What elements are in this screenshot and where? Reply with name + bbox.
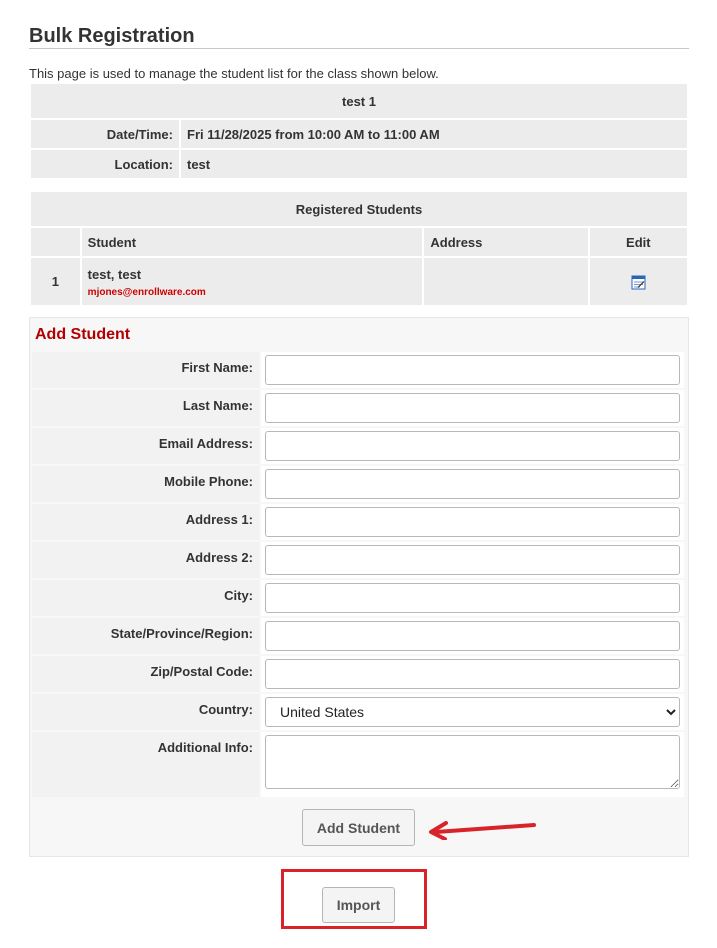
state-input[interactable] [265,621,680,651]
row-number: 1 [31,258,80,305]
add-student-panel [29,317,689,857]
last-name-label: Last Name: [32,390,259,426]
add-student-title: Add Student [35,326,131,343]
first-name-label: First Name: [32,352,259,388]
student-cell [82,258,423,305]
edit-cell [590,258,687,305]
location-label: Location: [31,150,179,178]
mobile-phone-label: Mobile Phone: [32,466,259,502]
last-name-input[interactable] [265,393,680,423]
country-label: Country: [32,694,259,730]
bulk-registration-page [29,0,689,857]
class-title: test 1 [31,84,687,118]
city-input[interactable] [265,583,680,613]
student-address [424,258,587,305]
additional-info-label: Additional Info: [32,732,259,797]
address2-label: Address 2: [32,542,259,578]
city-label: City: [32,580,259,616]
state-label: State/Province/Region: [32,618,259,654]
first-name-input[interactable] [265,355,680,385]
datetime-label: Date/Time: [31,120,179,148]
column-header-number [31,228,80,256]
add-student-form [30,350,686,799]
student-name: test, test [87,266,142,282]
student-email: mjones@enrollware.com [87,286,206,298]
class-info-table [29,82,689,180]
email-input[interactable] [265,431,680,461]
column-header-address: Address [424,228,587,256]
zip-input[interactable] [265,659,680,689]
registered-students-table [29,190,689,307]
address1-label: Address 1: [32,504,259,540]
annotation-arrow-icon [424,818,540,840]
additional-info-textarea[interactable] [265,735,680,789]
column-header-student: Student [82,228,423,256]
address2-input[interactable] [265,545,680,575]
datetime-value: Fri 11/28/2025 from 10:00 AM to 11:00 AM [181,120,687,148]
page-intro: This page is used to manage the student list for the class shown below. [29,66,439,81]
edit-form-icon[interactable] [631,275,646,290]
import-button[interactable]: Import [322,887,395,923]
address1-input[interactable] [265,507,680,537]
location-value: test [181,150,687,178]
registered-students-title: Registered Students [31,192,687,226]
table-row [31,258,687,305]
column-header-edit: Edit [590,228,687,256]
page-title: Bulk Registration [29,25,195,47]
title-divider [29,48,689,49]
country-select[interactable] [265,697,680,727]
add-student-button[interactable]: Add Student [302,809,415,846]
zip-label: Zip/Postal Code: [32,656,259,692]
mobile-phone-input[interactable] [265,469,680,499]
email-label: Email Address: [32,428,259,464]
import-highlight-box [281,869,427,929]
